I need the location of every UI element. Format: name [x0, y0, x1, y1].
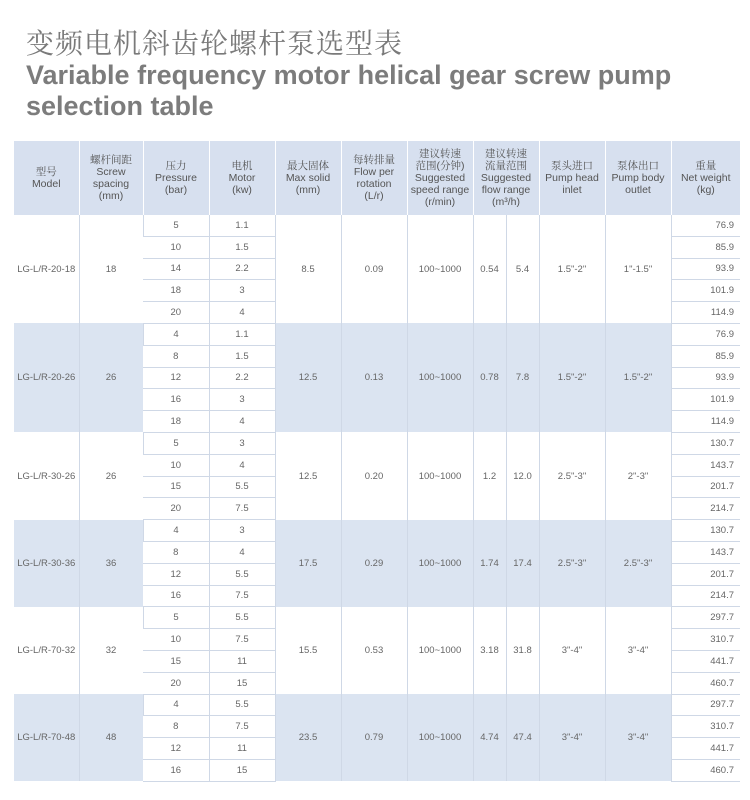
header-pump-head-inlet [539, 141, 605, 215]
max-solid-cell: 8.5 [275, 215, 341, 323]
table-row [14, 607, 740, 629]
header-line: 重量 [695, 160, 717, 172]
header-line: 流量范围 [485, 160, 527, 172]
header-line: 电机 [231, 160, 253, 172]
pressure-cell: 10 [143, 236, 209, 258]
header-line: flow range [481, 184, 531, 196]
motor-cell: 3 [209, 520, 275, 542]
pressure-cell: 8 [143, 541, 209, 563]
net-weight-cell: 297.7 [671, 694, 740, 716]
header-line: (L/r) [364, 190, 384, 202]
header-line: Suggested [414, 172, 466, 184]
header-line: (bar) [164, 184, 188, 196]
header-line: 最大固体 [287, 160, 329, 172]
net-weight-cell: 130.7 [671, 432, 740, 454]
header-pressure [143, 141, 209, 215]
flow-max-cell: 7.8 [506, 323, 539, 432]
header-line: inlet [562, 184, 582, 196]
table-row [14, 432, 740, 454]
net-weight-cell: 114.9 [671, 411, 740, 433]
header-line: spacing [92, 178, 130, 190]
model-cell: LG-L/R-70-32 [14, 607, 79, 694]
header-line: (r/min) [424, 196, 456, 208]
net-weight-cell: 85.9 [671, 236, 740, 258]
page-title-chinese: 变频电机斜齿轮螺杆泵选型表 [26, 27, 404, 60]
net-weight-cell: 85.9 [671, 345, 740, 367]
motor-cell: 2.2 [209, 367, 275, 389]
pressure-cell: 20 [143, 302, 209, 324]
net-weight-cell: 460.7 [671, 672, 740, 694]
net-weight-cell: 101.9 [671, 389, 740, 411]
net-weight-cell: 297.7 [671, 607, 740, 629]
net-weight-cell: 460.7 [671, 759, 740, 781]
flow-min-cell: 1.2 [473, 432, 506, 519]
motor-cell: 3 [209, 280, 275, 302]
motor-cell: 1.1 [209, 215, 275, 236]
flow-per-rotation-cell: 0.53 [341, 607, 407, 694]
motor-cell: 11 [209, 738, 275, 760]
model-cell: LG-L/R-20-26 [14, 323, 79, 432]
table-row [14, 323, 740, 345]
net-weight-cell: 310.7 [671, 716, 740, 738]
header-line: 建议转速 [419, 148, 461, 160]
pressure-cell: 14 [143, 258, 209, 280]
net-weight-cell: 143.7 [671, 454, 740, 476]
pressure-cell: 4 [143, 323, 209, 345]
table-header [14, 141, 740, 215]
net-weight-cell: 93.9 [671, 258, 740, 280]
max-solid-cell: 17.5 [275, 520, 341, 607]
net-weight-cell: 130.7 [671, 520, 740, 542]
motor-cell: 5.5 [209, 694, 275, 716]
flow-per-rotation-cell: 0.79 [341, 694, 407, 781]
net-weight-cell: 214.7 [671, 585, 740, 607]
model-cell: LG-L/R-30-26 [14, 432, 79, 519]
pressure-cell: 18 [143, 280, 209, 302]
header-line: Pressure [154, 172, 197, 184]
max-solid-cell: 15.5 [275, 607, 341, 694]
flow-max-cell: 5.4 [506, 215, 539, 323]
flow-max-cell: 17.4 [506, 520, 539, 607]
motor-cell: 1.5 [209, 236, 275, 258]
pump-head-inlet-cell: 1.5"-2" [539, 215, 605, 323]
model-group [14, 323, 740, 432]
header-line: (mm) [98, 190, 124, 202]
pressure-cell: 20 [143, 672, 209, 694]
pressure-cell: 12 [143, 563, 209, 585]
header-line: 压力 [165, 160, 187, 172]
pump-selection-table [14, 141, 740, 782]
header-line: Max solid [285, 172, 331, 184]
pressure-cell: 15 [143, 650, 209, 672]
pressure-cell: 4 [143, 694, 209, 716]
pressure-cell: 10 [143, 454, 209, 476]
pressure-cell: 16 [143, 759, 209, 781]
motor-cell: 11 [209, 650, 275, 672]
pump-body-outlet-cell: 3"-4" [605, 607, 671, 694]
net-weight-cell: 214.7 [671, 498, 740, 520]
pressure-cell: 8 [143, 716, 209, 738]
pump-body-outlet-cell: 2"-3" [605, 432, 671, 519]
net-weight-cell: 201.7 [671, 563, 740, 585]
header-line: Net weight [680, 172, 731, 184]
header-line: (mm) [295, 184, 321, 196]
motor-cell: 1.1 [209, 323, 275, 345]
motor-cell: 15 [209, 759, 275, 781]
header-line: 泵头进口 [551, 160, 593, 172]
header-line: 泵体出口 [617, 160, 659, 172]
motor-cell: 4 [209, 454, 275, 476]
net-weight-cell: 93.9 [671, 367, 740, 389]
motor-cell: 4 [209, 302, 275, 324]
header-flow-range [473, 141, 539, 215]
header-line: Screw [96, 166, 126, 178]
pressure-cell: 5 [143, 607, 209, 629]
model-group [14, 520, 740, 607]
header-net-weight [671, 141, 740, 215]
flow-max-cell: 12.0 [506, 432, 539, 519]
pressure-cell: 5 [143, 215, 209, 236]
header-line: (kw) [232, 184, 252, 196]
speed-range-cell: 100~1000 [407, 432, 473, 519]
pressure-cell: 18 [143, 411, 209, 433]
motor-cell: 7.5 [209, 716, 275, 738]
pump-head-inlet-cell: 2.5"-3" [539, 520, 605, 607]
motor-cell: 5.5 [209, 476, 275, 498]
screw-spacing-cell: 48 [79, 694, 143, 781]
pressure-cell: 5 [143, 432, 209, 454]
screw-spacing-cell: 18 [79, 215, 143, 323]
header-line: rotation [356, 178, 392, 190]
model-cell: LG-L/R-20-18 [14, 215, 79, 323]
net-weight-cell: 441.7 [671, 650, 740, 672]
header-pump-body-outlet [605, 141, 671, 215]
net-weight-cell: 76.9 [671, 323, 740, 345]
net-weight-cell: 143.7 [671, 541, 740, 563]
header-speed-range [407, 141, 473, 215]
header-line: Flow per [353, 166, 395, 178]
motor-cell: 5.5 [209, 607, 275, 629]
model-group [14, 215, 740, 323]
pressure-cell: 20 [143, 498, 209, 520]
header-line: Pump body [611, 172, 665, 184]
pump-head-inlet-cell: 2.5"-3" [539, 432, 605, 519]
header-line: 范围(分钟) [415, 160, 465, 172]
screw-spacing-cell: 26 [79, 323, 143, 432]
flow-min-cell: 4.74 [473, 694, 506, 781]
model-cell: LG-L/R-70-48 [14, 694, 79, 781]
header-line: Pump head [545, 172, 599, 184]
net-weight-cell: 101.9 [671, 280, 740, 302]
pressure-cell: 8 [143, 345, 209, 367]
pressure-cell: 16 [143, 585, 209, 607]
pressure-cell: 16 [143, 389, 209, 411]
flow-max-cell: 47.4 [506, 694, 539, 781]
motor-cell: 3 [209, 432, 275, 454]
net-weight-cell: 114.9 [671, 302, 740, 324]
net-weight-cell: 201.7 [671, 476, 740, 498]
header-flow-per-rotation [341, 141, 407, 215]
header-line: Model [31, 178, 61, 190]
header-motor [209, 141, 275, 215]
pressure-cell: 4 [143, 520, 209, 542]
header-line: (kg) [696, 184, 715, 196]
table-row [14, 520, 740, 542]
net-weight-cell: 310.7 [671, 629, 740, 651]
pump-head-inlet-cell: 3"-4" [539, 607, 605, 694]
header-line: speed range [410, 184, 470, 196]
motor-cell: 7.5 [209, 498, 275, 520]
flow-per-rotation-cell: 0.29 [341, 520, 407, 607]
screw-spacing-cell: 32 [79, 607, 143, 694]
header-screw-spacing [79, 141, 143, 215]
table-row [14, 694, 740, 716]
model-cell: LG-L/R-30-36 [14, 520, 79, 607]
motor-cell: 7.5 [209, 585, 275, 607]
screw-spacing-cell: 36 [79, 520, 143, 607]
pump-head-inlet-cell: 3"-4" [539, 694, 605, 781]
header-line: (m³/h) [492, 196, 520, 208]
pressure-cell: 12 [143, 367, 209, 389]
speed-range-cell: 100~1000 [407, 694, 473, 781]
flow-min-cell: 1.74 [473, 520, 506, 607]
pressure-cell: 12 [143, 738, 209, 760]
flow-per-rotation-cell: 0.20 [341, 432, 407, 519]
header-line: 螺杆间距 [90, 154, 132, 166]
motor-cell: 1.5 [209, 345, 275, 367]
page-title-english: Variable frequency motor helical gear screw pump selection table [26, 60, 672, 121]
speed-range-cell: 100~1000 [407, 323, 473, 432]
motor-cell: 5.5 [209, 563, 275, 585]
header-max-solid [275, 141, 341, 215]
model-group [14, 432, 740, 519]
motor-cell: 2.2 [209, 258, 275, 280]
flow-min-cell: 0.78 [473, 323, 506, 432]
motor-cell: 15 [209, 672, 275, 694]
header-line: 建议转速 [485, 148, 527, 160]
table-row [14, 215, 740, 236]
pump-body-outlet-cell: 3"-4" [605, 694, 671, 781]
pump-body-outlet-cell: 1"-1.5" [605, 215, 671, 323]
pump-head-inlet-cell: 1.5"-2" [539, 323, 605, 432]
header-line: 每转排量 [353, 154, 395, 166]
speed-range-cell: 100~1000 [407, 520, 473, 607]
pump-body-outlet-cell: 1.5"-2" [605, 323, 671, 432]
header-line: Motor [228, 172, 256, 184]
max-solid-cell: 23.5 [275, 694, 341, 781]
net-weight-cell: 441.7 [671, 738, 740, 760]
flow-per-rotation-cell: 0.13 [341, 323, 407, 432]
flow-max-cell: 31.8 [506, 607, 539, 694]
flow-min-cell: 3.18 [473, 607, 506, 694]
pressure-cell: 15 [143, 476, 209, 498]
speed-range-cell: 100~1000 [407, 215, 473, 323]
screw-spacing-cell: 26 [79, 432, 143, 519]
flow-per-rotation-cell: 0.09 [341, 215, 407, 323]
motor-cell: 3 [209, 389, 275, 411]
header-line: 型号 [35, 166, 57, 178]
max-solid-cell: 12.5 [275, 323, 341, 432]
motor-cell: 7.5 [209, 629, 275, 651]
flow-min-cell: 0.54 [473, 215, 506, 323]
model-group [14, 607, 740, 694]
header-model [14, 141, 79, 215]
net-weight-cell: 76.9 [671, 215, 740, 236]
pump-body-outlet-cell: 2.5"-3" [605, 520, 671, 607]
model-group [14, 694, 740, 781]
header-line: Suggested [480, 172, 532, 184]
speed-range-cell: 100~1000 [407, 607, 473, 694]
motor-cell: 4 [209, 411, 275, 433]
max-solid-cell: 12.5 [275, 432, 341, 519]
motor-cell: 4 [209, 541, 275, 563]
pressure-cell: 10 [143, 629, 209, 651]
header-line: outlet [625, 184, 651, 196]
